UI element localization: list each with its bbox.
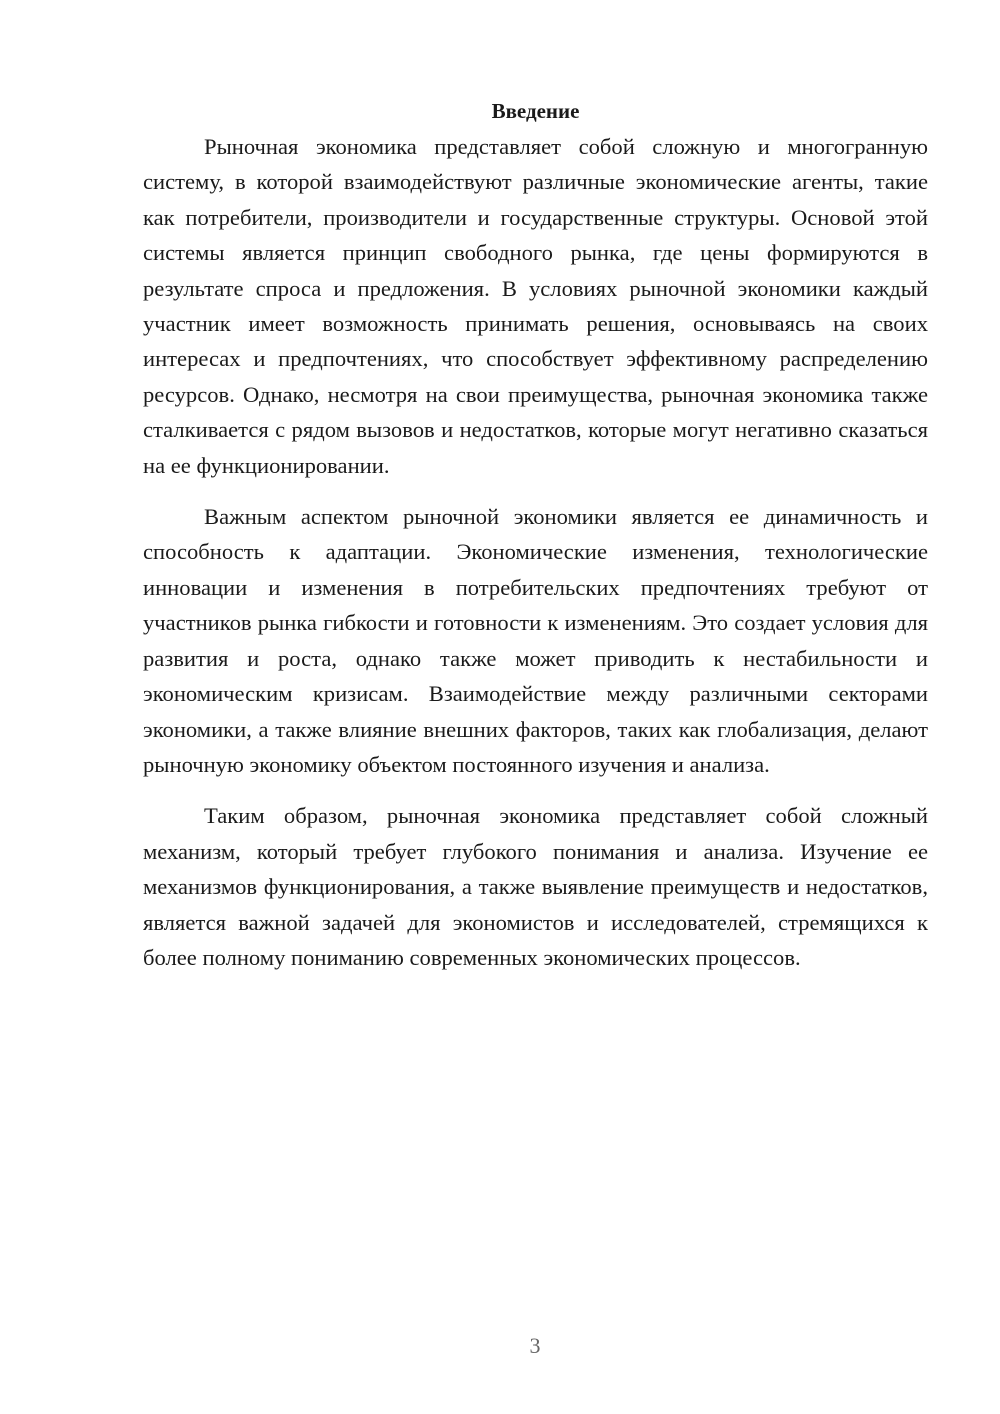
paragraph-3: Таким образом, рыночная экономика представляет собой сложный механизм, который требует глубокого понимания и анализа. Изучение ее механизмов функционирования, а также выявление преимуществ и недостатков, является важной задачей для экономистов и исследователей, стремящихся к более полному пониманию современных экономических процессов. <box>143 803 928 970</box>
page-number: 3 <box>529 1333 541 1358</box>
paragraph-1: Рыночная экономика представляет собой сложную и многогранную систему, в которой взаимодействуют различные экономические агенты, такие как потребители, производители и государственные структуры. Основой этой системы является принцип свободного рынка, где цены формируются в результате спроса и предложения. В условиях рыночной экономики каждый участник имеет возможность принимать решения, основываясь на своих интересах и предпочтениях, что способствует эффективному распределению ресурсов. Однако, несмотря на свои преимущества, рыночная экономика также сталкивается с рядом вызовов и недостатков, которые могут негативно сказаться на ее функционировании. <box>143 134 928 478</box>
section-title: Введение <box>491 99 580 123</box>
paragraph-2: Важным аспектом рыночной экономики является ее динамичность и способность к адаптации. Экономические изменения, технологические инновации и изменения в потребительских предпочтениях требуют от участников рынка гибкости и готовности к изменениям. Это создает условия для развития и роста, однако также может приводить к нестабильности и экономическим кризисам. Взаимодействие между различными секторами экономики, а также влияние внешних факторов, таких как глобализация, делают рыночную экономику объектом постоянного изучения и анализа. <box>143 504 928 777</box>
document-page <box>143 95 928 975</box>
